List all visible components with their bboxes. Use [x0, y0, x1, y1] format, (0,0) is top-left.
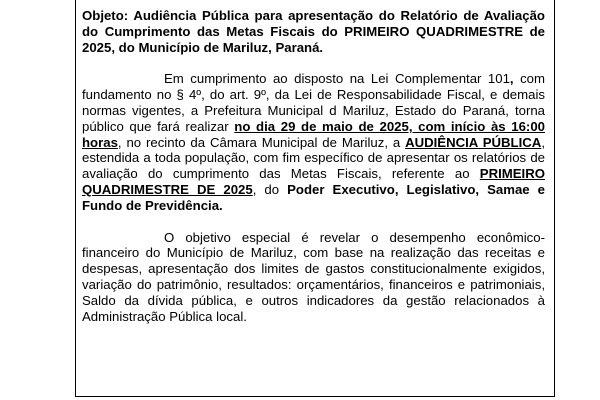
- announcement-paragraph: [82, 71, 545, 213]
- document-body: [82, 8, 545, 324]
- paragraph1-part2: com fundamento no § 4º, do art. 9º, da Lei de Responsabilidade Fiscal, e demais normas vigentes, a Prefeitura Municipal d Mariluz, Estado do Paraná, torna público que fará realizar: [82, 71, 545, 134]
- audiencia-publica-highlight: AUDIÊNCIA PÚBLICA: [405, 134, 542, 150]
- entities-highlight: Poder Executivo, Legislativo, Samae e Fundo de Previdência.: [82, 181, 545, 213]
- date-time-highlight: no dia 29 de maio de 2025, com início às 16:00 horas: [82, 118, 545, 150]
- objective-paragraph: O objetivo especial é revelar o desempenho econômico-financeiro do Município de Mariluz, com base na realização das receitas e despesas, apresentação dos limites de gastos constitucionalmente exigidos, variação do patrimônio, resultados: orçamentários, financeiros e patrimoniais, Saldo da dívida pública, e outros indicadores da gestão relacionados à Administração Pública local.: [82, 229, 545, 324]
- paragraph1-part4: , estendida a toda população, com fim específico de apresentar os relatórios de avaliação do cumprimento das Metas Fiscais, referente ao: [82, 134, 545, 182]
- paragraph1-part1: Em cumprimento ao disposto na Lei Complementar 101: [164, 71, 510, 87]
- objeto-heading: Objeto: Audiência Pública para apresentação do Relatório de Avaliação do Cumprimento das Metas Fiscais do PRIMEIRO QUADRIMESTRE de 2025, do Município de Mariluz, Paraná.: [82, 8, 545, 55]
- paragraph1-comma: ,: [509, 71, 514, 87]
- paragraph1-part5: , do: [252, 181, 288, 197]
- quadrimestre-highlight: PRIMEIRO QUADRIMESTRE DE 2025: [82, 166, 545, 197]
- paragraph1-part3: , no recinto da Câmara Municipal de Mariluz, a: [117, 134, 406, 150]
